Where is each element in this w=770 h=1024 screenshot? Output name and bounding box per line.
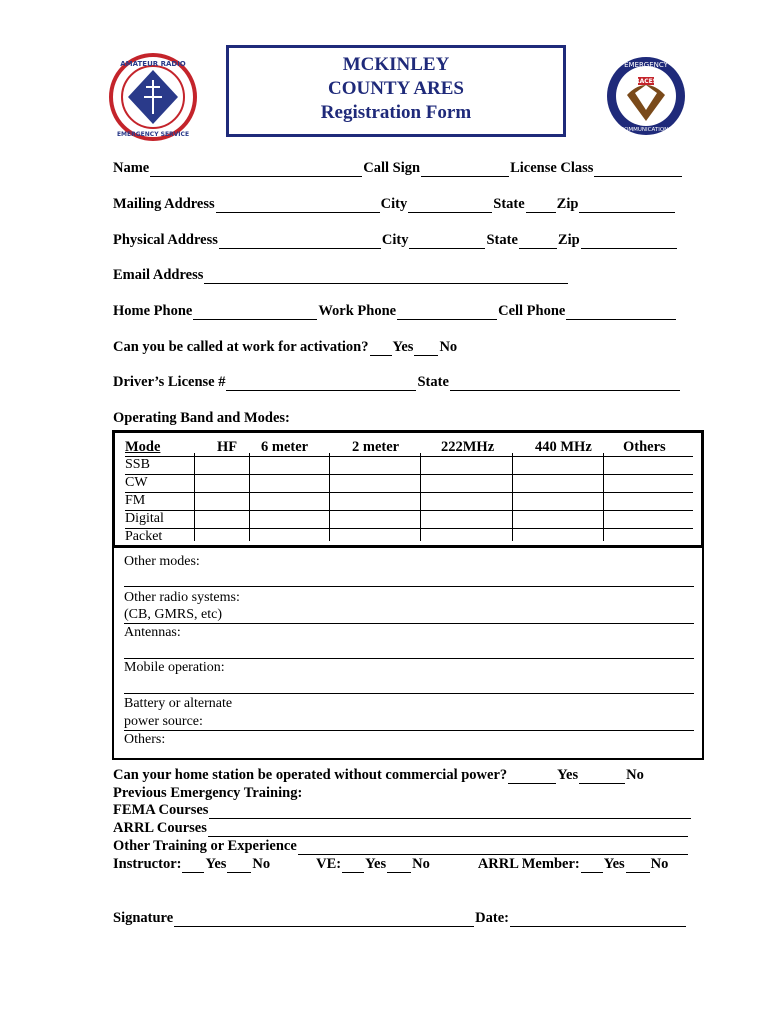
physical-zip-field[interactable] — [581, 234, 677, 249]
activation-yes-label: Yes — [392, 339, 414, 355]
home-phone-field[interactable] — [193, 305, 317, 320]
row-digital: Digital — [125, 511, 164, 526]
mailing-city-label: City — [380, 196, 408, 212]
col-222mhz: 222MHz — [441, 439, 495, 455]
other-training-field[interactable] — [298, 840, 688, 855]
mobile-operation-field[interactable] — [124, 693, 694, 694]
other-modes-label: Other modes: — [124, 554, 200, 569]
instructor-label: Instructor: — [113, 856, 182, 872]
date-label: Date: — [475, 910, 509, 926]
other-section — [112, 548, 704, 760]
instructor-yes-label: Yes — [205, 856, 227, 872]
mailing-address-field[interactable] — [216, 198, 380, 213]
row-mailing-address — [113, 196, 676, 213]
name-field[interactable] — [150, 162, 362, 177]
activation-no-field[interactable] — [414, 341, 438, 356]
home-station-question: Can your home station be operated without commercial power? — [113, 767, 508, 783]
other-modes-field[interactable] — [124, 586, 694, 587]
instructor-no-field[interactable] — [227, 858, 251, 873]
home-station-no-label: No — [626, 767, 644, 783]
grid-rule — [125, 510, 693, 511]
email-label: Email Address — [113, 267, 204, 283]
battery-label-1: Battery or alternate — [124, 696, 233, 711]
grid-rule — [125, 474, 693, 475]
row-cw: CW — [125, 475, 148, 490]
row-packet: Packet — [125, 529, 163, 544]
mobile-operation-label: Mobile operation: — [124, 660, 225, 675]
row-fm: FM — [125, 493, 146, 508]
operating-band-heading: Operating Band and Modes: — [113, 410, 290, 426]
title-line-1: MCKINLEY — [342, 54, 450, 75]
row-drivers-license — [113, 374, 681, 391]
col-hf: HF — [217, 439, 238, 455]
instructor-no-label: No — [252, 856, 271, 872]
row-ssb: SSB — [125, 457, 150, 472]
physical-zip-label: Zip — [557, 232, 580, 248]
ve-yes-field[interactable] — [342, 858, 364, 873]
col-6-meter: 6 meter — [261, 439, 309, 455]
activation-question: Can you be called at work for activation? — [113, 339, 369, 355]
row-home-station — [113, 767, 644, 784]
mailing-zip-field[interactable] — [579, 198, 675, 213]
grid-rule — [125, 528, 693, 529]
license-class-field[interactable] — [594, 162, 682, 177]
row-physical-address — [113, 232, 678, 249]
col-others: Others — [623, 439, 666, 455]
races-logo-bottom-text: COMMUNICATIONS — [620, 127, 672, 133]
row-fema — [113, 802, 692, 819]
grid-rule — [125, 456, 693, 457]
ve-yes-label: Yes — [365, 856, 387, 872]
row-phones — [113, 303, 677, 320]
row-instructor — [113, 856, 668, 873]
col-mode: Mode — [125, 439, 161, 455]
fema-field[interactable] — [209, 804, 691, 819]
battery-label-2: power source: — [124, 714, 203, 729]
ve-no-label: No — [412, 856, 430, 872]
name-label: Name — [113, 160, 150, 176]
cell-phone-label: Cell Phone — [498, 303, 566, 319]
date-field[interactable] — [510, 912, 686, 927]
col-440-mhz: 440 MHz — [535, 439, 592, 455]
activation-yes-field[interactable] — [370, 341, 392, 356]
instructor-yes-field[interactable] — [182, 858, 204, 873]
work-phone-field[interactable] — [397, 305, 497, 320]
license-class-label: License Class — [510, 160, 594, 176]
grid-rule — [125, 492, 693, 493]
row-activation — [113, 339, 457, 356]
other-training-label: Other Training or Experience — [113, 838, 297, 854]
battery-field[interactable] — [124, 730, 694, 731]
cell-phone-field[interactable] — [566, 305, 676, 320]
other-radio-systems-label: Other radio systems: — [124, 590, 240, 605]
other-radio-systems-field[interactable] — [124, 623, 694, 624]
ve-label: VE: — [316, 856, 342, 872]
row-arrl-courses — [113, 820, 689, 837]
others-label: Others: — [124, 732, 166, 747]
mailing-address-label: Mailing Address — [113, 196, 215, 212]
band-mode-grid — [112, 430, 704, 548]
home-station-yes-label: Yes — [557, 767, 579, 783]
home-station-yes-field[interactable] — [508, 769, 556, 784]
row-name — [113, 160, 683, 177]
dl-state-field[interactable] — [450, 376, 680, 391]
mailing-city-field[interactable] — [408, 198, 492, 213]
email-field[interactable] — [204, 269, 568, 284]
arrl-member-no-field[interactable] — [626, 858, 650, 873]
mailing-zip-label: Zip — [556, 196, 579, 212]
arrl-member-label: ARRL Member: — [477, 856, 580, 872]
arrl-courses-field[interactable] — [208, 822, 688, 837]
call-sign-field[interactable] — [421, 162, 509, 177]
mailing-state-field[interactable] — [526, 198, 556, 213]
signature-field[interactable] — [174, 912, 474, 927]
fema-label: FEMA Courses — [113, 802, 209, 818]
races-logo — [605, 55, 687, 137]
races-logo-center-text: RACES — [634, 78, 658, 85]
signature-label: Signature — [113, 910, 174, 926]
activation-no-label: No — [439, 339, 458, 355]
physical-city-label: City — [381, 232, 409, 248]
antennas-label: Antennas: — [124, 625, 181, 640]
row-email — [113, 267, 569, 284]
physical-state-label: State — [486, 232, 518, 248]
ve-no-field[interactable] — [387, 858, 411, 873]
drivers-license-field[interactable] — [226, 376, 416, 391]
row-other-training — [113, 838, 689, 855]
arrl-member-yes-label: Yes — [603, 856, 625, 872]
physical-address-field[interactable] — [219, 234, 381, 249]
title-box — [226, 45, 566, 137]
call-sign-label: Call Sign — [363, 160, 421, 176]
antennas-field[interactable] — [124, 658, 694, 659]
arrl-member-no-label: No — [650, 856, 669, 872]
title-line-3: Registration Form — [320, 102, 472, 123]
mailing-state-label: State — [493, 196, 525, 212]
physical-city-field[interactable] — [409, 234, 485, 249]
row-signature — [113, 910, 687, 927]
races-logo-top-text: EMERGENCY — [624, 61, 668, 69]
physical-address-label: Physical Address — [113, 232, 218, 248]
col-2-meter: 2 meter — [352, 439, 400, 455]
home-phone-label: Home Phone — [113, 303, 193, 319]
cb-gmrs-label: (CB, GMRS, etc) — [124, 607, 222, 622]
home-station-no-field[interactable] — [579, 769, 625, 784]
ares-logo — [108, 52, 198, 142]
previous-training-heading: Previous Emergency Training: — [113, 785, 303, 801]
ares-logo-top-text: AMATEUR RADIO — [120, 60, 186, 68]
ares-logo-bottom-text: EMERGENCY SERVICE — [116, 131, 190, 138]
drivers-license-label: Driver’s License # — [113, 374, 226, 390]
arrl-member-yes-field[interactable] — [581, 858, 603, 873]
arrl-courses-label: ARRL Courses — [113, 820, 207, 836]
work-phone-label: Work Phone — [318, 303, 397, 319]
physical-state-field[interactable] — [519, 234, 557, 249]
dl-state-label: State — [417, 374, 449, 390]
title-line-2: COUNTY ARES — [327, 78, 464, 99]
